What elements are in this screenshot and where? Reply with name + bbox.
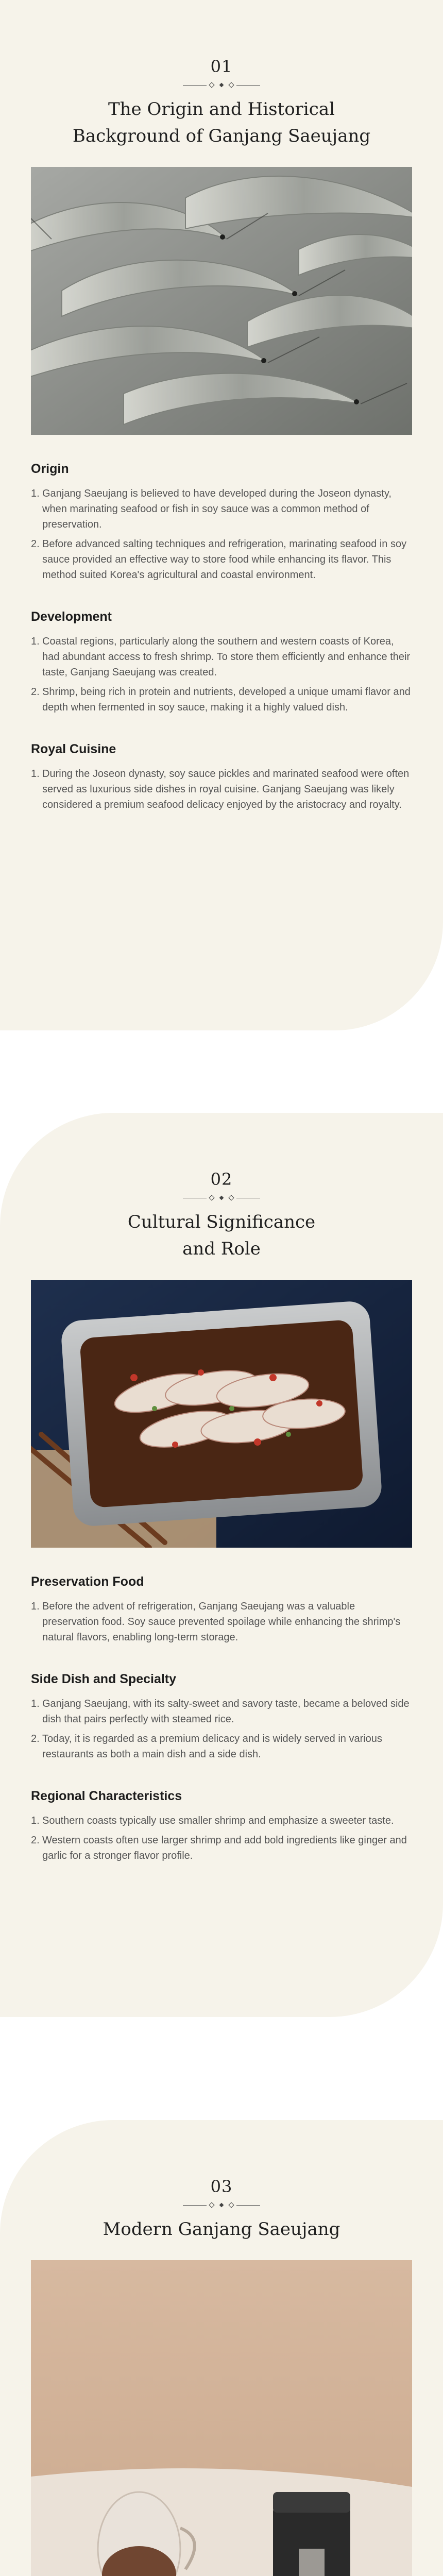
subheading-royal-cuisine: Royal Cuisine: [31, 742, 116, 756]
list-item: 2. Shrimp, being rich in protein and nutrients, developed a unique umami flavor and depth when fermented in soy sauce, making it a highly valued dish.: [31, 686, 411, 713]
raw-shrimp-photo: [31, 167, 412, 435]
section-number: 01: [210, 57, 233, 76]
list-item: 2. Today, it is regarded as a premium delicacy and is widely served in various restaurants as both a main dish and a side dish.: [31, 1733, 382, 1760]
section-origin: [0, 0, 443, 1030]
list-item: 1. Coastal regions, particularly along the southern and western coasts of Korea, had abundant access to fresh shrimp. To store them efficiently and enhance their taste, Ganjang Saeujang was created.: [31, 636, 411, 678]
spacer: [0, 1030, 443, 1113]
royal-cuisine-list: [31, 766, 412, 812]
preservation-list: [31, 1599, 412, 1645]
section-number: 03: [210, 2177, 233, 2196]
section-title: Cultural Significance and Role: [127, 1212, 316, 1259]
list-item: 1. Ganjang Saeujang, with its salty-sweet and savory taste, became a beloved side dish that pairs perfectly with steamed rice.: [31, 1698, 410, 1725]
list-item: 1. During the Joseon dynasty, soy sauce pickles and marinated seafood were often served as luxurious side dishes in royal cuisine. Ganjang Saeujang was likely considered a premium seafood delicacy enjoyed by the aristocracy and royalty.: [31, 768, 410, 810]
section-cultural-significance: [0, 1113, 443, 2017]
subheading-preservation-food: Preservation Food: [31, 1574, 144, 1589]
section-number: 02: [210, 1170, 233, 1189]
list-item: 1. Ganjang Saeujang is believed to have developed during the Joseon dynasty, when marinating seafood or fish in soy sauce was a common method of preservation.: [31, 488, 391, 530]
side-dish-list: [31, 1696, 412, 1762]
subheading-regional: Regional Characteristics: [31, 1789, 182, 1803]
ornament-divider-icon: [183, 2201, 260, 2209]
marinated-shrimp-tray-photo: [31, 1280, 412, 1548]
list-item: 1. Southern coasts typically use smaller shrimp and emphasize a sweeter taste.: [31, 1815, 394, 1826]
section-content: [31, 1574, 412, 1863]
section-header: [0, 2177, 443, 2243]
ornament-divider-icon: [183, 81, 260, 89]
section-content: [31, 462, 412, 812]
subheading-development: Development: [31, 609, 112, 624]
list-item: 1. Before the advent of refrigeration, Ganjang Saeujang was a valuable preservation food. Soy sauce prevented spoilage while enhancing the shrimp's natural flavors, enabling long-term storage.: [31, 1601, 401, 1643]
ornament-divider-icon: [183, 1194, 260, 1201]
spacer: [0, 2017, 443, 2120]
section-title: The Origin and Historical Background of Ganjang Saeujang: [72, 99, 371, 146]
origin-list: [31, 486, 412, 583]
regional-list: [31, 1813, 412, 1863]
list-item: 2. Before advanced salting techniques and refrigeration, marinating seafood in soy sauce provided an effective way to store food while enhancing its flavor. This method suited Korea's agricultural and coastal environment.: [31, 538, 407, 581]
section-title: Modern Ganjang Saeujang: [103, 2219, 340, 2240]
section-header: [0, 1170, 443, 1262]
modern-dish-photo: [31, 2260, 412, 2576]
subheading-origin: Origin: [31, 462, 69, 476]
development-list: [31, 634, 412, 715]
list-item: 2. Western coasts often use larger shrimp and add bold ingredients like ginger and garlic for a stronger flavor profile.: [31, 1835, 407, 1861]
subheading-side-dish: Side Dish and Specialty: [31, 1672, 177, 1686]
section-modern: [0, 2120, 443, 2576]
section-header: [0, 57, 443, 149]
